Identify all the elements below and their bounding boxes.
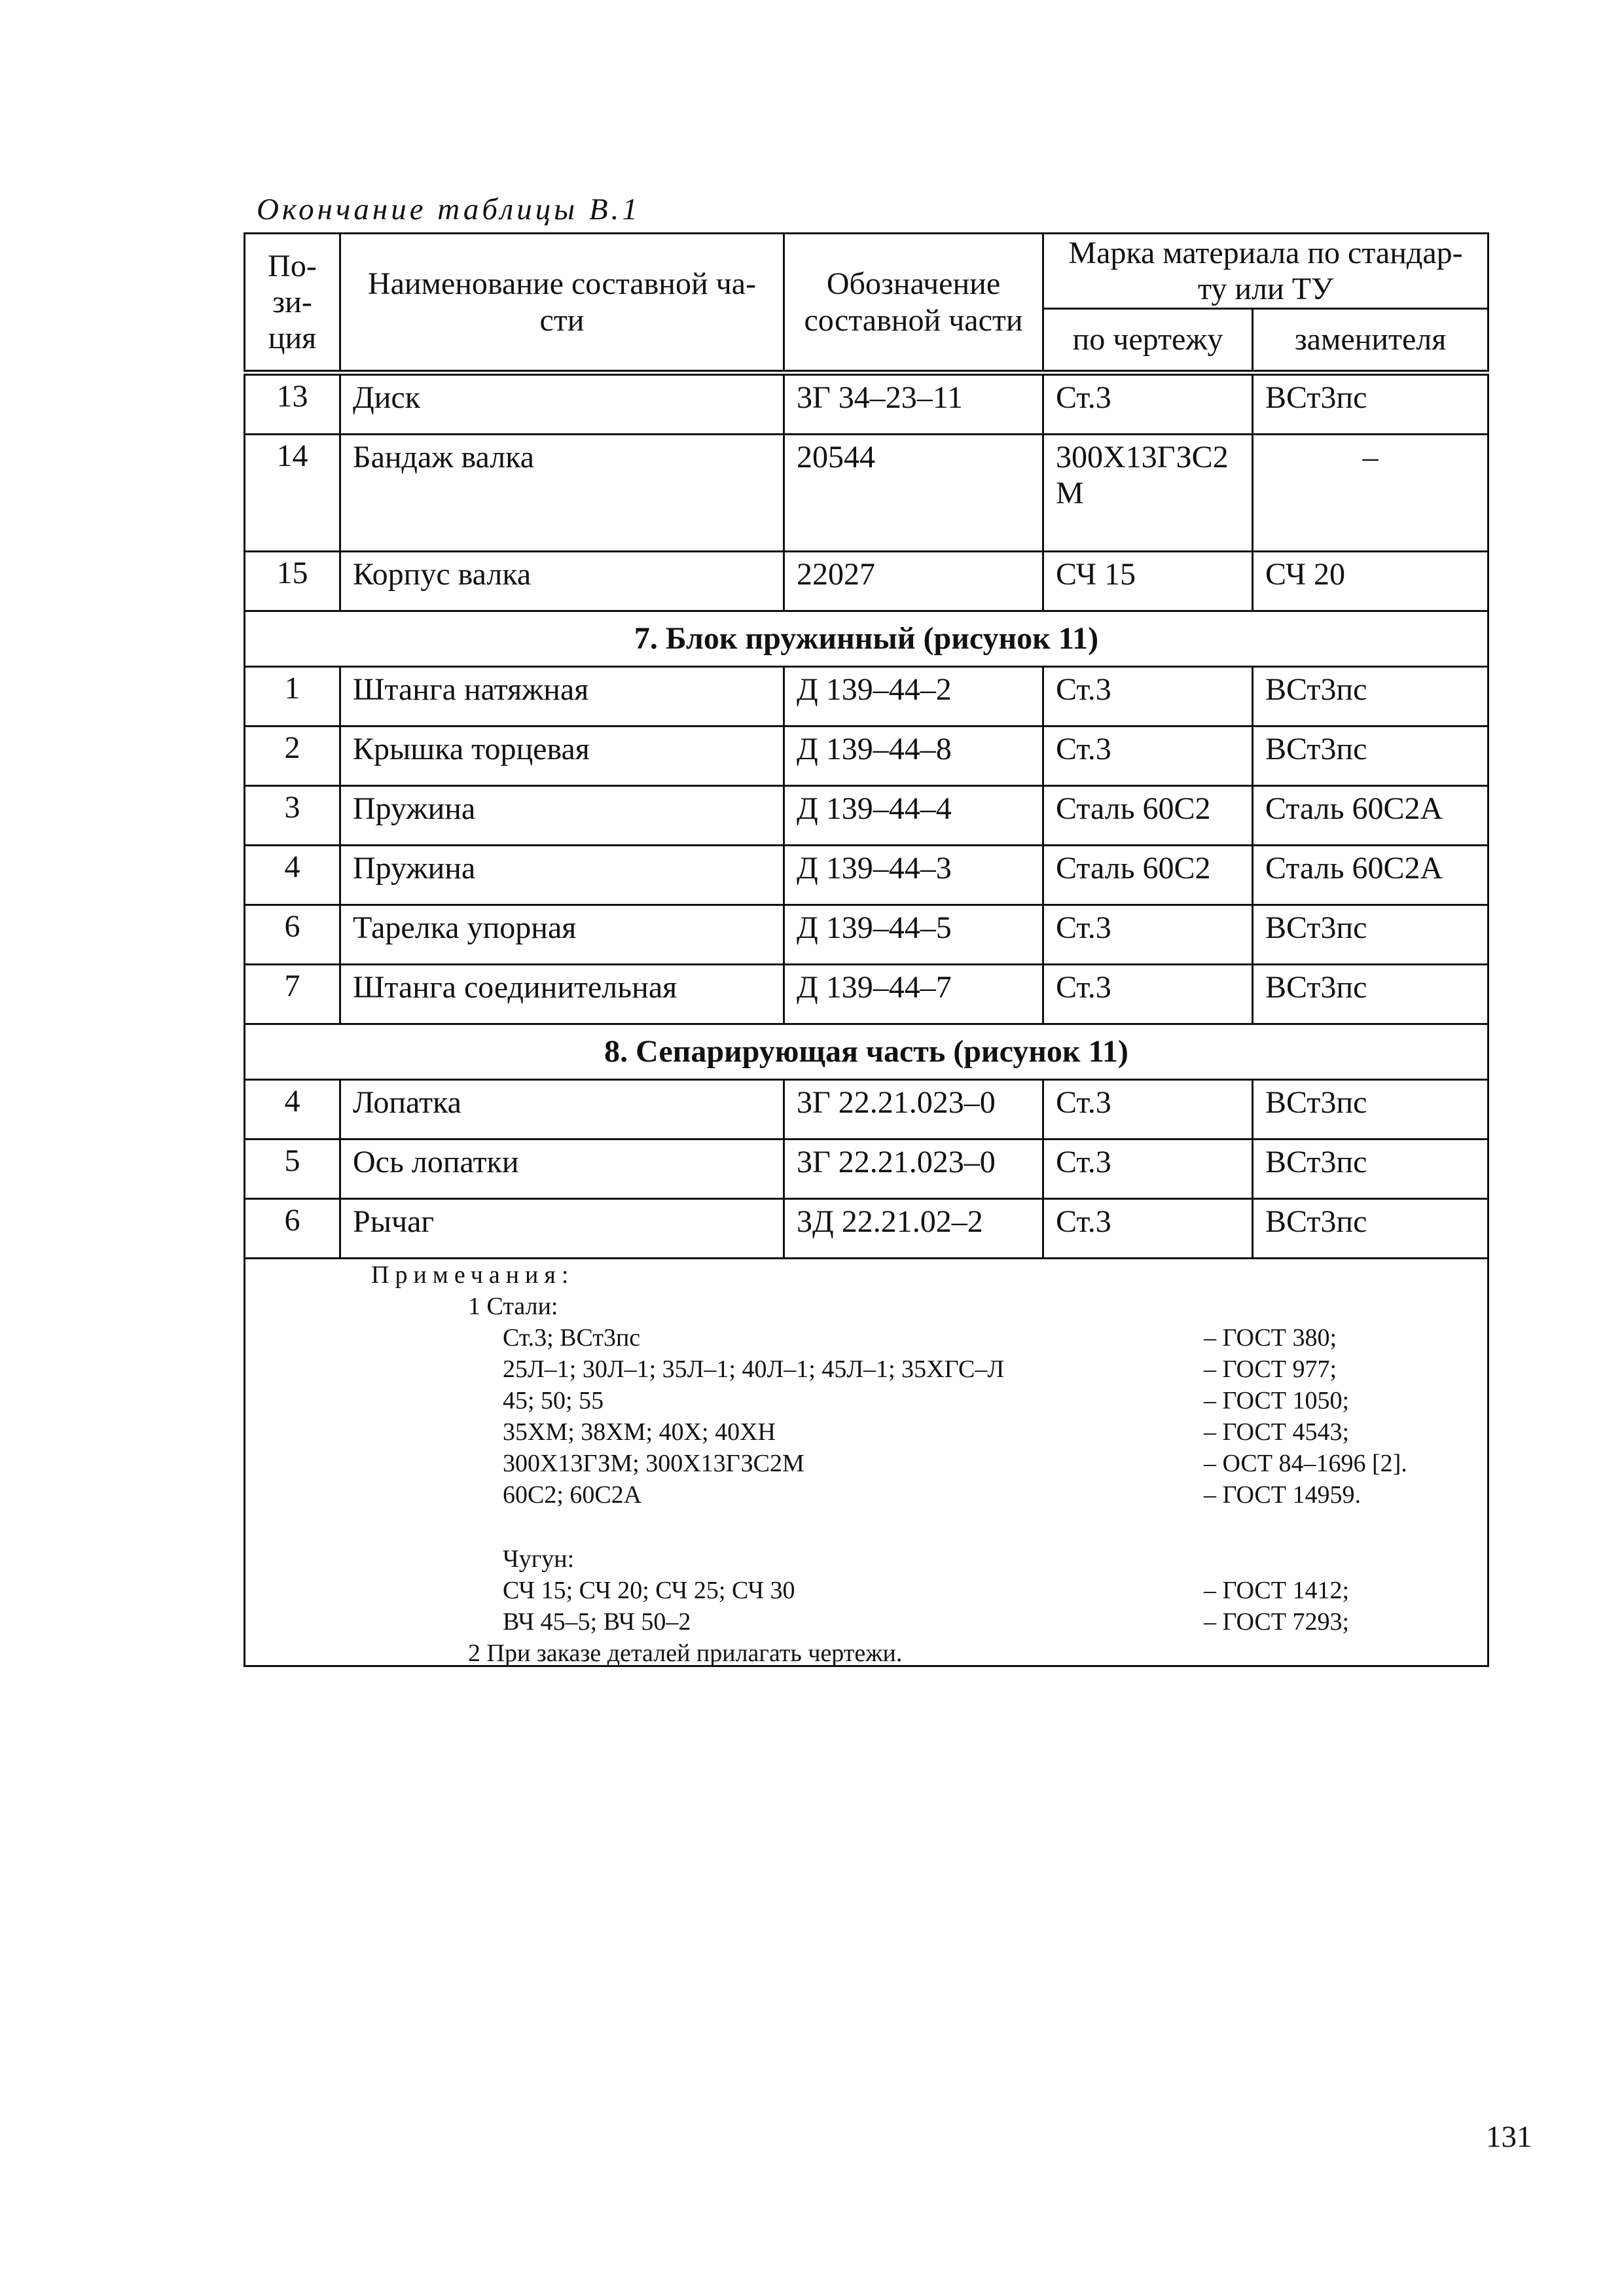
cell-designation: 22027	[784, 552, 1043, 611]
table-row	[245, 786, 1489, 846]
cell-material: Ст.3	[1043, 726, 1253, 786]
cell-material: СЧ 15	[1043, 552, 1253, 611]
cell-position: 14	[245, 435, 340, 552]
notes-row	[245, 1259, 1489, 1666]
cell-substitute: ВСт3пс	[1253, 726, 1489, 786]
table-row	[245, 435, 1489, 552]
cell-designation: 3Г 22.21.023–0	[784, 1080, 1043, 1139]
cell-material: Ст.3	[1043, 1080, 1253, 1139]
table-row	[245, 373, 1489, 435]
cell-position: 4	[245, 1080, 340, 1139]
note-standard: – ОСТ 84–1696 [2].	[1204, 1450, 1407, 1477]
cell-material: Ст.3	[1043, 373, 1253, 435]
note-material-grades: 25Л–1; 30Л–1; 35Л–1; 40Л–1; 45Л–1; 35ХГС–Л	[503, 1355, 1005, 1383]
note-standard: – ГОСТ 1412;	[1204, 1577, 1350, 1604]
table-row	[245, 965, 1489, 1024]
cell-designation: 3Г 22.21.023–0	[784, 1139, 1043, 1199]
cell-material: Ст.3	[1043, 965, 1253, 1024]
table-row	[245, 552, 1489, 611]
cell-position: 15	[245, 552, 340, 611]
cell-material: Ст.3	[1043, 1139, 1253, 1199]
note-standard: – ГОСТ 1050;	[1204, 1387, 1350, 1414]
note-material-grades: Ст.3; ВСт3пс	[503, 1324, 641, 1352]
cell-designation: Д 139–44–3	[784, 846, 1043, 905]
cell-substitute: ВСт3пс	[1253, 667, 1489, 726]
note-material-grades: 35ХМ; 38ХМ; 40Х; 40ХН	[503, 1418, 776, 1446]
cell-position: 4	[245, 846, 340, 905]
cell-material: Сталь 60С2	[1043, 786, 1253, 846]
cell-material: Ст.3	[1043, 667, 1253, 726]
note-standard: – ГОСТ 380;	[1204, 1324, 1337, 1352]
note-material-grades: 300Х13ГЗМ; 300Х13ГЗС2М	[503, 1450, 804, 1477]
cell-name: Лопатка	[340, 1080, 784, 1139]
cell-substitute: ВСт3пс	[1253, 1139, 1489, 1199]
cell-substitute: ВСт3пс	[1253, 965, 1489, 1024]
cell-designation: Д 139–44–7	[784, 965, 1043, 1024]
cell-position: 2	[245, 726, 340, 786]
cell-substitute: ВСт3пс	[1253, 1199, 1489, 1259]
table-caption: Окончание таблицы В.1	[257, 192, 641, 226]
cell-position: 13	[245, 373, 340, 435]
table-row	[245, 1199, 1489, 1259]
note-standard: – ГОСТ 14959.	[1204, 1481, 1361, 1509]
cell-designation: 20544	[784, 435, 1043, 552]
cell-name: Крышка торцевая	[340, 726, 784, 786]
notes-title: Примечания:	[371, 1261, 575, 1289]
cell-substitute: ВСт3пс	[1253, 373, 1489, 435]
note-material-grades: 45; 50; 55	[503, 1387, 604, 1414]
cell-designation: Д 139–44–2	[784, 667, 1043, 726]
cell-designation: 3Д 22.21.02–2	[784, 1199, 1043, 1259]
cell-material: 300Х13ГЗС2 М	[1043, 435, 1253, 552]
section-title: 8. Сепарирующая часть (рисунок 11)	[245, 1024, 1489, 1080]
cell-position: 6	[245, 905, 340, 965]
cell-name: Корпус валка	[340, 552, 784, 611]
cell-name: Бандаж валка	[340, 435, 784, 552]
cell-substitute: СЧ 20	[1253, 552, 1489, 611]
note-standard: – ГОСТ 4543;	[1204, 1418, 1350, 1446]
cell-designation: Д 139–44–4	[784, 786, 1043, 846]
notes-item-2: 2 При заказе деталей прилагать чертежи.	[468, 1640, 903, 1667]
table-row	[245, 1139, 1489, 1199]
cell-name: Ось лопатки	[340, 1139, 784, 1199]
note-material-grades: ВЧ 45–5; ВЧ 50–2	[503, 1608, 691, 1636]
header-material: Марка материала по стандар- ту или ТУ	[1043, 234, 1489, 309]
table-row	[245, 1080, 1489, 1139]
section-8-row	[245, 1024, 1489, 1080]
cell-material: Ст.3	[1043, 905, 1253, 965]
cell-substitute: ВСт3пс	[1253, 1080, 1489, 1139]
notes-steels-label: 1 Стали:	[468, 1293, 558, 1320]
table-row	[245, 726, 1489, 786]
cell-substitute: Сталь 60С2А	[1253, 786, 1489, 846]
cell-designation: Д 139–44–5	[784, 905, 1043, 965]
note-material-grades: СЧ 15; СЧ 20; СЧ 25; СЧ 30	[503, 1577, 795, 1604]
note-material-grades: 60С2; 60С2А	[503, 1481, 642, 1509]
header-name: Наименование составной ча- сти	[340, 234, 784, 373]
cell-position: 1	[245, 667, 340, 726]
cell-name: Тарелка упорная	[340, 905, 784, 965]
header-substitute: заменителя	[1253, 309, 1489, 373]
cell-position: 7	[245, 965, 340, 1024]
header-position: По- зи- ция	[245, 234, 340, 373]
notes-iron-label: Чугун:	[503, 1545, 575, 1573]
cell-substitute: –	[1253, 435, 1489, 552]
cell-position: 6	[245, 1199, 340, 1259]
parts-table	[244, 232, 1489, 1667]
cell-substitute: ВСт3пс	[1253, 905, 1489, 965]
table-row	[245, 846, 1489, 905]
header-by-drawing: по чертежу	[1043, 309, 1253, 373]
cell-name: Пружина	[340, 846, 784, 905]
cell-position: 5	[245, 1139, 340, 1199]
page-number: 131	[1486, 2120, 1532, 2154]
cell-designation: 3Г 34–23–11	[784, 373, 1043, 435]
section-title: 7. Блок пружинный (рисунок 11)	[245, 611, 1489, 667]
table-row	[245, 667, 1489, 726]
header-designation: Обозначение составной части	[784, 234, 1043, 373]
cell-material: Сталь 60С2	[1043, 846, 1253, 905]
table-row	[245, 905, 1489, 965]
note-standard: – ГОСТ 7293;	[1204, 1608, 1350, 1636]
cell-name: Пружина	[340, 786, 784, 846]
cell-name: Штанга соединительная	[340, 965, 784, 1024]
cell-name: Штанга натяжная	[340, 667, 784, 726]
notes-cell	[245, 1259, 1489, 1666]
cell-material: Ст.3	[1043, 1199, 1253, 1259]
note-standard: – ГОСТ 977;	[1204, 1355, 1337, 1383]
cell-name: Диск	[340, 373, 784, 435]
cell-substitute: Сталь 60С2А	[1253, 846, 1489, 905]
cell-name: Рычаг	[340, 1199, 784, 1259]
cell-designation: Д 139–44–8	[784, 726, 1043, 786]
section-7-row	[245, 611, 1489, 667]
cell-position: 3	[245, 786, 340, 846]
